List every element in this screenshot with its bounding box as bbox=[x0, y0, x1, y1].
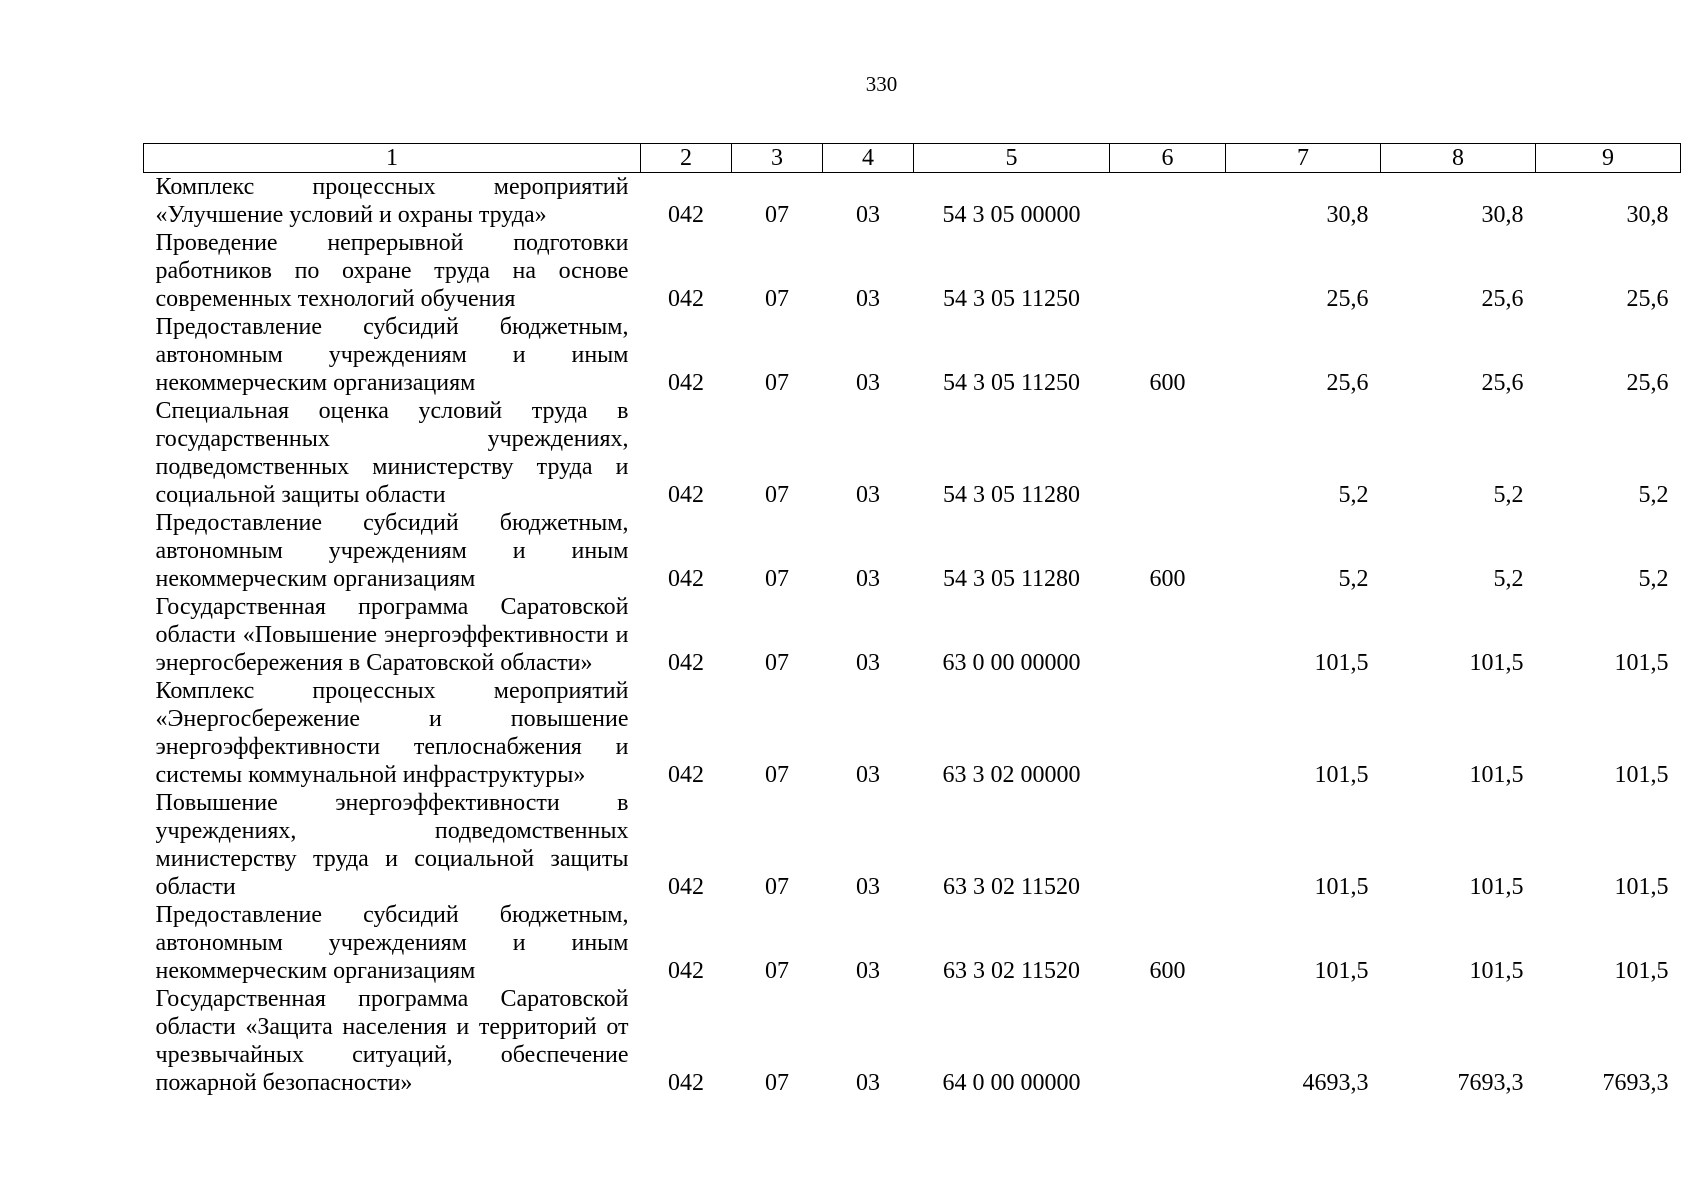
section-code: 07 bbox=[765, 370, 789, 396]
column-header: 3 bbox=[732, 144, 823, 173]
ministry-code: 042 bbox=[668, 958, 704, 984]
target-item-code: 63 3 02 11520 bbox=[942, 958, 1081, 984]
expense-type-code bbox=[1110, 677, 1226, 789]
section-code: 07 bbox=[765, 202, 789, 228]
table-header-row bbox=[144, 144, 1681, 173]
column-header: 2 bbox=[641, 144, 732, 173]
amount-col8: 5,2 bbox=[1493, 566, 1524, 592]
ministry-code: 042 bbox=[668, 762, 704, 788]
ministry-code: 042 bbox=[668, 874, 704, 900]
section-code: 07 bbox=[765, 566, 789, 592]
amount-col8: 7693,3 bbox=[1457, 1070, 1524, 1096]
target-item-code: 54 3 05 11280 bbox=[942, 482, 1081, 508]
ministry-code: 042 bbox=[668, 370, 704, 396]
target-item-code: 64 0 00 00000 bbox=[942, 1070, 1081, 1096]
table-row bbox=[144, 313, 1681, 397]
expense-type-code: 600 bbox=[1149, 566, 1186, 592]
amount-col9: 5,2 bbox=[1638, 566, 1669, 592]
column-header: 7 bbox=[1226, 144, 1381, 173]
expense-type-code bbox=[1110, 593, 1226, 677]
amount-col9: 101,5 bbox=[1614, 650, 1669, 676]
column-header: 4 bbox=[823, 144, 914, 173]
ministry-code: 042 bbox=[668, 566, 704, 592]
expense-type-code bbox=[1110, 229, 1226, 313]
table-row bbox=[144, 229, 1681, 313]
amount-col7: 5,2 bbox=[1338, 482, 1369, 508]
row-description: Государственная программа Саратовской области «Защита населения и территорий от чрезвычайных ситуаций, обеспечение пожарной безопасности» bbox=[155, 986, 629, 1096]
expense-type-code: 600 bbox=[1149, 958, 1186, 984]
expense-type-code bbox=[1110, 397, 1226, 509]
subsection-code: 03 bbox=[856, 958, 880, 984]
ministry-code: 042 bbox=[668, 482, 704, 508]
row-description: Комплекс процессных мероприятий «Энергосбережение и повышение энергоэффективности теплоснабжения и системы коммунальной инфраструктуры» bbox=[155, 678, 629, 788]
amount-col9: 101,5 bbox=[1614, 874, 1669, 900]
column-header: 9 bbox=[1536, 144, 1681, 173]
row-description: Повышение энергоэффективности в учреждениях, подведомственных министерству труда и социальной защиты области bbox=[155, 790, 629, 900]
amount-col9: 101,5 bbox=[1614, 958, 1669, 984]
expense-type-code bbox=[1110, 789, 1226, 901]
section-code: 07 bbox=[765, 874, 789, 900]
row-description: Проведение непрерывной подготовки работников по охране труда на основе современных технологий обучения bbox=[155, 230, 629, 312]
amount-col8: 101,5 bbox=[1469, 958, 1524, 984]
row-description: Предоставление субсидий бюджетным, автономным учреждениям и иным некоммерческим организациям bbox=[155, 510, 629, 592]
table-row bbox=[144, 677, 1681, 789]
target-item-code: 54 3 05 11250 bbox=[942, 370, 1081, 396]
subsection-code: 03 bbox=[856, 202, 880, 228]
section-code: 07 bbox=[765, 286, 789, 312]
subsection-code: 03 bbox=[856, 482, 880, 508]
subsection-code: 03 bbox=[856, 566, 880, 592]
amount-col9: 101,5 bbox=[1614, 762, 1669, 788]
amount-col9: 5,2 bbox=[1638, 482, 1669, 508]
amount-col9: 25,6 bbox=[1626, 286, 1669, 312]
ministry-code: 042 bbox=[668, 286, 704, 312]
amount-col7: 101,5 bbox=[1314, 958, 1369, 984]
table-row bbox=[144, 173, 1681, 230]
amount-col8: 5,2 bbox=[1493, 482, 1524, 508]
expense-type-code: 600 bbox=[1149, 370, 1186, 396]
amount-col7: 25,6 bbox=[1326, 370, 1369, 396]
amount-col7: 25,6 bbox=[1326, 286, 1369, 312]
amount-col7: 101,5 bbox=[1314, 874, 1369, 900]
amount-col9: 30,8 bbox=[1626, 202, 1669, 228]
expense-type-code bbox=[1110, 173, 1226, 230]
subsection-code: 03 bbox=[856, 650, 880, 676]
table-row bbox=[144, 593, 1681, 677]
expense-type-code bbox=[1110, 985, 1226, 1097]
table-row bbox=[144, 985, 1681, 1097]
target-item-code: 54 3 05 00000 bbox=[942, 202, 1081, 228]
subsection-code: 03 bbox=[856, 874, 880, 900]
subsection-code: 03 bbox=[856, 286, 880, 312]
column-header: 8 bbox=[1381, 144, 1536, 173]
ministry-code: 042 bbox=[668, 1070, 704, 1096]
row-description: Предоставление субсидий бюджетным, автономным учреждениям и иным некоммерческим организациям bbox=[155, 314, 629, 396]
row-description: Предоставление субсидий бюджетным, автономным учреждениям и иным некоммерческим организациям bbox=[155, 902, 629, 984]
column-header: 5 bbox=[914, 144, 1110, 173]
amount-col7: 101,5 bbox=[1314, 650, 1369, 676]
amount-col7: 101,5 bbox=[1314, 762, 1369, 788]
target-item-code: 63 0 00 00000 bbox=[942, 650, 1081, 676]
amount-col8: 101,5 bbox=[1469, 650, 1524, 676]
section-code: 07 bbox=[765, 650, 789, 676]
section-code: 07 bbox=[765, 1070, 789, 1096]
amount-col7: 5,2 bbox=[1338, 566, 1369, 592]
amount-col9: 7693,3 bbox=[1602, 1070, 1669, 1096]
section-code: 07 bbox=[765, 762, 789, 788]
row-description: Комплекс процессных мероприятий «Улучшение условий и охраны труда» bbox=[155, 174, 629, 228]
amount-col8: 101,5 bbox=[1469, 762, 1524, 788]
table-row bbox=[144, 509, 1681, 593]
section-code: 07 bbox=[765, 958, 789, 984]
target-item-code: 63 3 02 00000 bbox=[942, 762, 1081, 788]
subsection-code: 03 bbox=[856, 1070, 880, 1096]
target-item-code: 54 3 05 11250 bbox=[942, 286, 1081, 312]
row-description: Специальная оценка условий труда в государственных учреждениях, подведомственных министерству труда и социальной защиты области bbox=[155, 398, 629, 508]
amount-col8: 25,6 bbox=[1481, 370, 1524, 396]
amount-col7: 4693,3 bbox=[1302, 1070, 1369, 1096]
ministry-code: 042 bbox=[668, 650, 704, 676]
amount-col9: 25,6 bbox=[1626, 370, 1669, 396]
table-row bbox=[144, 397, 1681, 509]
column-header: 6 bbox=[1110, 144, 1226, 173]
target-item-code: 63 3 02 11520 bbox=[942, 874, 1081, 900]
table-row bbox=[144, 789, 1681, 901]
page-number: 330 bbox=[865, 72, 898, 96]
ministry-code: 042 bbox=[668, 202, 704, 228]
subsection-code: 03 bbox=[856, 370, 880, 396]
amount-col8: 30,8 bbox=[1481, 202, 1524, 228]
amount-col7: 30,8 bbox=[1326, 202, 1369, 228]
subsection-code: 03 bbox=[856, 762, 880, 788]
amount-col8: 101,5 bbox=[1469, 874, 1524, 900]
section-code: 07 bbox=[765, 482, 789, 508]
budget-table bbox=[143, 143, 1681, 1097]
amount-col8: 25,6 bbox=[1481, 286, 1524, 312]
table-row bbox=[144, 901, 1681, 985]
row-description: Государственная программа Саратовской области «Повышение энергоэффективности и энергосбережения в Саратовской области» bbox=[155, 594, 629, 676]
column-header: 1 bbox=[144, 144, 641, 173]
target-item-code: 54 3 05 11280 bbox=[942, 566, 1081, 592]
